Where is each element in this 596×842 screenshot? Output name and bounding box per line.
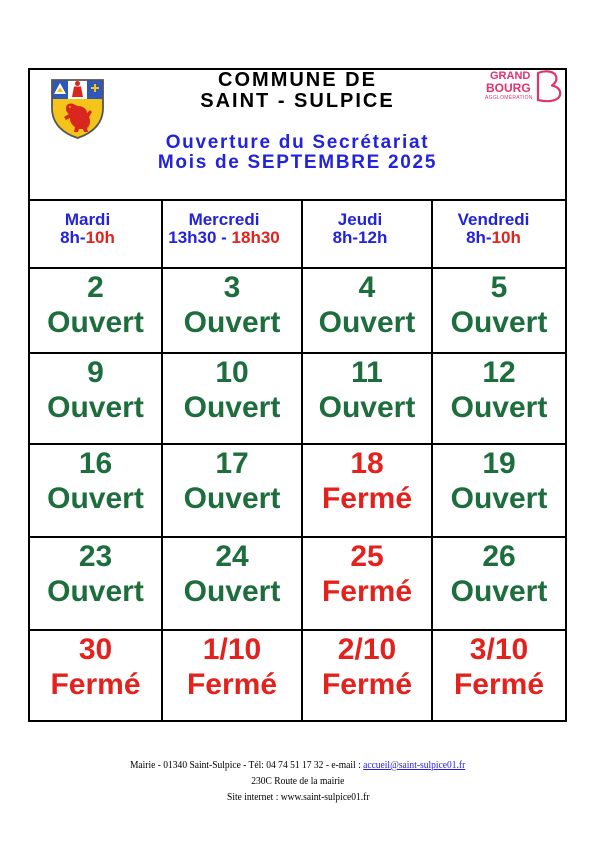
day-number: 19	[482, 447, 516, 480]
day-number: 23	[78, 540, 113, 573]
opening-hours	[163, 229, 285, 247]
day-status: Ouvert	[47, 482, 144, 515]
day-number: 16	[78, 447, 113, 480]
street-address: 230C Route de la mairie	[251, 775, 345, 787]
day-cell	[431, 629, 565, 720]
contact-address: Mairie - 01340 Saint-Sulpice - Tél: 04 74 51 17 32 - e-mail :	[130, 759, 364, 771]
day-header-thursday	[301, 199, 431, 267]
day-cell	[431, 443, 565, 536]
day-cell	[30, 443, 161, 536]
day-status: Ouvert	[183, 482, 281, 515]
website-text: Site internet : www.saint-sulpice01.fr	[226, 791, 370, 803]
hours-start: 8h-	[60, 228, 86, 247]
day-name: Mardi	[64, 210, 111, 229]
day-status: Ouvert	[183, 391, 281, 424]
day-number: 2/10	[337, 633, 397, 666]
day-number: 26	[482, 540, 516, 573]
opening-hours	[433, 229, 554, 247]
day-header-tuesday	[30, 199, 161, 267]
day-cell	[30, 536, 161, 629]
day-cell	[431, 352, 565, 443]
day-header-friday	[431, 199, 565, 267]
day-status: Fermé	[453, 668, 545, 701]
day-status: Ouvert	[450, 575, 548, 608]
day-status: Fermé	[321, 668, 413, 701]
day-cell	[161, 352, 301, 443]
day-status: Ouvert	[450, 306, 548, 339]
hours-end: 10h	[85, 228, 115, 247]
day-number: 1/10	[202, 633, 262, 666]
day-number: 9	[87, 356, 104, 389]
day-status: Ouvert	[47, 575, 144, 608]
day-cell	[30, 267, 161, 352]
day-cell	[161, 629, 301, 720]
day-cell	[431, 536, 565, 629]
day-status: Ouvert	[450, 482, 548, 515]
logo-line-1: GRAND	[490, 70, 531, 82]
day-status: Fermé	[321, 575, 413, 608]
day-status: Fermé	[50, 668, 141, 701]
grand-bourg-logo	[485, 70, 563, 103]
day-status: Fermé	[186, 668, 278, 701]
hours-start: 8h-12h	[332, 228, 388, 247]
commune-line-1: COMMUNE DE	[218, 69, 377, 91]
day-name: Mercredi	[188, 210, 260, 229]
hours-end: 18h30	[231, 228, 280, 247]
day-status: Ouvert	[318, 306, 416, 339]
day-name: Jeudi	[337, 210, 383, 229]
page-title	[30, 133, 565, 173]
day-number: 11	[351, 356, 383, 389]
logo-line-3: AGGLOMÉRATION	[485, 95, 533, 101]
title-line-2: Mois de SEPTEMBRE 2025	[157, 152, 438, 173]
day-number: 30	[78, 633, 113, 666]
day-cell	[301, 536, 431, 629]
day-number: 5	[490, 271, 508, 304]
day-number: 24	[215, 540, 249, 573]
hours-start: 8h-	[466, 228, 492, 247]
footer-line-3	[0, 789, 596, 805]
day-number: 17	[215, 447, 249, 480]
day-number: 12	[482, 356, 516, 389]
opening-hours	[30, 229, 145, 247]
day-cell	[30, 352, 161, 443]
footer-line-2	[0, 773, 596, 789]
title-line-1: Ouverture du Secrétariat	[165, 132, 430, 153]
opening-hours	[303, 229, 417, 247]
day-status: Fermé	[321, 482, 413, 515]
footer-line-1	[0, 757, 596, 773]
day-status: Ouvert	[318, 391, 416, 424]
day-header-wednesday	[161, 199, 301, 267]
schedule-table	[30, 199, 565, 720]
day-number: 3/10	[469, 633, 529, 666]
day-cell	[301, 443, 431, 536]
commune-line-2: SAINT - SULPICE	[200, 90, 395, 112]
day-number: 18	[350, 447, 384, 480]
day-status: Ouvert	[47, 391, 144, 424]
day-cell	[301, 352, 431, 443]
day-name: Vendredi	[457, 210, 530, 229]
header-section	[30, 70, 565, 199]
day-number: 2	[87, 271, 104, 304]
hours-end: 10h	[491, 228, 521, 247]
schedule-frame	[28, 68, 567, 722]
day-cell	[161, 443, 301, 536]
day-status: Ouvert	[183, 575, 281, 608]
day-status: Ouvert	[47, 306, 144, 339]
heart-icon	[533, 70, 563, 103]
email-link[interactable]: accueil@saint-sulpice01.fr	[363, 759, 466, 771]
day-cell	[431, 267, 565, 352]
day-status: Ouvert	[183, 306, 281, 339]
day-number: 3	[223, 271, 241, 304]
day-cell	[161, 536, 301, 629]
day-number: 4	[358, 271, 376, 304]
day-number: 25	[350, 540, 384, 573]
logo-line-2: BOURG	[486, 81, 531, 95]
day-cell	[30, 629, 161, 720]
day-number: 10	[215, 356, 249, 389]
hours-start: 13h30 -	[168, 228, 232, 247]
day-status: Ouvert	[450, 391, 548, 424]
day-cell	[301, 629, 431, 720]
day-cell	[301, 267, 431, 352]
day-cell	[161, 267, 301, 352]
footer-contact	[0, 757, 596, 805]
